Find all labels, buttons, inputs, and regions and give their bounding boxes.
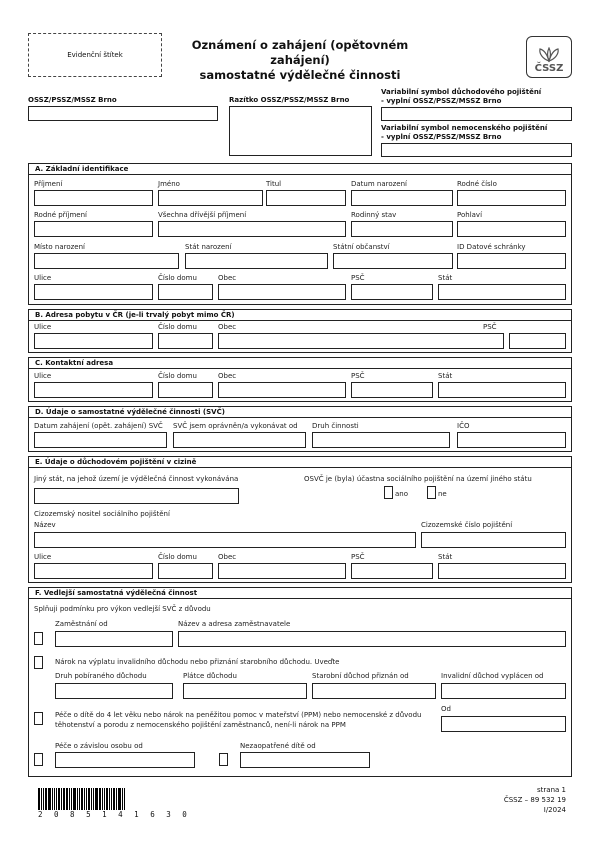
cizozemske-cislo-label: Cizozemské číslo pojištění (421, 521, 513, 529)
titul-field[interactable] (266, 190, 346, 206)
osvc-ucastna-label: OSVČ je (byla) účastna sociálního pojištění na území jiného státu (304, 475, 532, 483)
c-cislo-domu-label: Číslo domu (158, 372, 197, 380)
barcode-bar (113, 788, 115, 810)
barcode-bar (79, 788, 80, 810)
zavisla-osoba-field[interactable] (55, 752, 195, 768)
datum-zahajeni-label: Datum zahájení (opět. zahájení) SVČ (34, 422, 163, 430)
e-psc-label: PSČ (351, 553, 365, 561)
section-c-title: C. Kontaktní adresa (29, 358, 571, 369)
druh-cinnosti-label: Druh činnosti (312, 422, 359, 430)
razitko-field[interactable] (229, 106, 372, 156)
opravnen-od-field[interactable] (173, 432, 306, 448)
druh-duchodu-label: Druh pobíraného důchodu (55, 672, 147, 680)
barcode-bar (48, 788, 51, 810)
ne-label: ne (438, 490, 447, 498)
form-version: I/2024 (543, 806, 566, 814)
nazev-nositele-field[interactable] (34, 532, 416, 548)
pece-od-field[interactable] (441, 716, 566, 732)
c-stat-field[interactable] (438, 382, 566, 398)
ne-checkbox[interactable] (427, 486, 436, 499)
rodne-prijmeni-label: Rodné příjmení (34, 211, 87, 219)
title-line-2: samostatné výdělečné činnosti (199, 68, 401, 82)
barcode-bar (106, 788, 108, 810)
a-cislo-domu-label: Číslo domu (158, 274, 197, 282)
jmeno-field[interactable] (158, 190, 263, 206)
starobni-field[interactable] (312, 683, 436, 699)
nezaopatrene-checkbox[interactable] (219, 753, 228, 766)
barcode-bar (56, 788, 57, 810)
pece-dite-label-2: těhotenství a porodu z nemocenského pojištění zaměstnanců, není-li nárok na PPM (55, 721, 346, 729)
rodne-cislo-label: Rodné číslo (457, 180, 497, 188)
nositel-label: Cizozemský nositel sociálního pojištění (34, 510, 170, 518)
e-psc-field[interactable] (351, 563, 433, 579)
jmeno-label: Jméno (158, 180, 180, 188)
a-stat-field[interactable] (438, 284, 566, 300)
barcode-bar (69, 788, 70, 810)
c-ulice-field[interactable] (34, 382, 153, 398)
pohlavi-label: Pohlaví (457, 211, 483, 219)
ico-label: IČO (457, 422, 470, 430)
a-obec-label: Obec (218, 274, 237, 282)
b-cislo-domu-label: Číslo domu (158, 323, 197, 331)
narok-label: Nárok na výplatu invalidního důchodu nebo přiznání starobního důchodu. Uveďte (55, 658, 340, 666)
barcode-number: 2 0 8 5 1 4 1 6 3 0 (38, 810, 191, 819)
c-ulice-label: Ulice (34, 372, 52, 380)
vs-nemoc-note: - vyplní OSSZ/PSSZ/MSSZ Brno (381, 133, 502, 141)
logo-text: ČSSZ (534, 63, 564, 74)
zamestnani-checkbox[interactable] (34, 632, 43, 645)
barcode-bar (81, 788, 83, 810)
barcode-bar (71, 788, 72, 810)
pece-od-label: Od (441, 705, 451, 713)
misto-narozeni-label: Místo narození (34, 243, 85, 251)
b-psc-field[interactable] (509, 333, 566, 349)
statni-obcanstvi-field[interactable] (333, 253, 453, 269)
c-psc-field[interactable] (351, 382, 433, 398)
vs-nemoc-label: Variabilní symbol nemocenského pojištění (381, 124, 548, 132)
nazev-nositele-label: Název (34, 521, 56, 529)
ossz-field[interactable] (28, 106, 218, 121)
barcode-bar (43, 788, 44, 810)
barcode-bar (116, 788, 117, 810)
narok-checkbox[interactable] (34, 656, 43, 669)
drivejsi-prijmeni-label: Všechna dřívější příjmení (158, 211, 247, 219)
e-obec-field[interactable] (218, 563, 346, 579)
evidencni-stitek (28, 33, 162, 77)
barcode-bar (91, 788, 92, 810)
vs-duchod-note: - vyplní OSSZ/PSSZ/MSSZ Brno (381, 97, 502, 105)
stat-narozeni-field[interactable] (185, 253, 328, 269)
cssz-logo (526, 36, 572, 78)
b-ulice-label: Ulice (34, 323, 52, 331)
title-line-1: Oznámení o zahájení (opětovném zahájení) (191, 38, 409, 67)
barcode-bar (41, 788, 42, 810)
barcode-bar (54, 788, 55, 810)
ossz-label: OSSZ/PSSZ/MSSZ Brno (28, 96, 117, 104)
pece-dite-label-1: Péče o dítě do 4 let věku nebo nárok na peněžitou pomoc v mateřství (PPM) nebo nemocenské z důvodu (55, 711, 422, 719)
datum-zahajeni-field[interactable] (34, 432, 167, 448)
a-psc-label: PSČ (351, 274, 365, 282)
ano-checkbox[interactable] (384, 486, 393, 499)
barcode-bar (124, 788, 125, 810)
barcode-bar (63, 788, 65, 810)
barcode-bar (61, 788, 62, 810)
zavisla-osoba-checkbox[interactable] (34, 753, 43, 766)
e-cislo-domu-field[interactable] (158, 563, 213, 579)
page-number: strana 1 (537, 786, 566, 794)
b-ulice-field[interactable] (34, 333, 153, 349)
titul-label: Titul (266, 180, 282, 188)
section-b-title: B. Adresa pobytu v ČR (je-li trvalý pobyt mimo ČR) (29, 310, 571, 321)
c-obec-label: Obec (218, 372, 237, 380)
barcode-bar (38, 788, 40, 810)
vs-duchod-label: Variabilní symbol důchodového pojištění (381, 88, 542, 96)
barcode-bar (73, 788, 76, 810)
prijmeni-label: Příjmení (34, 180, 63, 188)
statni-obcanstvi-label: Státní občanství (333, 243, 390, 251)
a-stat-label: Stát (438, 274, 453, 282)
page-title (162, 38, 438, 83)
pece-dite-checkbox[interactable] (34, 712, 43, 725)
e-obec-label: Obec (218, 553, 237, 561)
a-obec-field[interactable] (218, 284, 346, 300)
section-d-title: D. Údaje o samostatné výdělečné činnosti (SVČ) (29, 407, 571, 418)
c-stat-label: Stát (438, 372, 453, 380)
datum-narozeni-label: Datum narození (351, 180, 407, 188)
footer-info (480, 785, 566, 815)
barcode-bar (104, 788, 105, 810)
e-ulice-field[interactable] (34, 563, 153, 579)
vs-nemoc-field[interactable] (381, 143, 572, 157)
section-f-title: F. Vedlejší samostatná výdělečná činnost (29, 588, 571, 599)
e-stat-field[interactable] (438, 563, 566, 579)
e-cislo-domu-label: Číslo domu (158, 553, 197, 561)
cizozemske-cislo-field[interactable] (421, 532, 566, 548)
e-stat-label: Stát (438, 553, 453, 561)
stat-narozeni-label: Stát narození (185, 243, 232, 251)
b-psc-label: PSČ (483, 323, 497, 331)
barcode-bar (84, 788, 85, 810)
druh-duchodu-field[interactable] (55, 683, 173, 699)
datum-narozeni-field[interactable] (351, 190, 453, 206)
barcode-bar (118, 788, 121, 810)
form-code: ČSSZ – 89 532 19 (503, 796, 566, 804)
barcode-bar (111, 788, 112, 810)
a-ulice-field[interactable] (34, 284, 153, 300)
razitko-label: Razítko OSSZ/PSSZ/MSSZ Brno (229, 96, 350, 104)
drivejsi-prijmeni-field[interactable] (158, 221, 346, 237)
platce-field[interactable] (183, 683, 307, 699)
zamestnavatel-label: Název a adresa zaměstnavatele (178, 620, 291, 628)
rodinny-stav-field[interactable] (351, 221, 453, 237)
platce-label: Plátce důchodu (183, 672, 237, 680)
leaf-logo-icon (537, 47, 561, 63)
c-psc-label: PSČ (351, 372, 365, 380)
nezaopatrene-label: Nezaopatřené dítě od (240, 742, 316, 750)
barcode (38, 788, 130, 810)
rodne-cislo-field[interactable] (457, 190, 566, 206)
section-e-title: E. Údaje o důchodovém pojištění v cizině (29, 457, 571, 468)
b-cislo-domu-field[interactable] (158, 333, 213, 349)
jiny-stat-label: Jiný stát, na jehož území je výdělečná činnost vykonávána (34, 475, 239, 483)
a-ulice-label: Ulice (34, 274, 52, 282)
vs-duchod-field[interactable] (381, 107, 572, 121)
barcode-bar (122, 788, 123, 810)
barcode-bar (58, 788, 60, 810)
barcode-bar (86, 788, 87, 810)
zamestnani-od-field[interactable] (55, 631, 173, 647)
rodinny-stav-label: Rodinný stav (351, 211, 397, 219)
invalidni-label: Invalidní důchod vyplácen od (441, 672, 544, 680)
datova-schranka-label: ID Datové schránky (457, 243, 526, 251)
podminka-label: Splňuji podmínku pro výkon vedlejší SVČ z důvodu (34, 605, 211, 613)
zamestnani-od-label: Zaměstnání od (55, 620, 108, 628)
barcode-bar (52, 788, 53, 810)
barcode-bar (109, 788, 110, 810)
zavisla-osoba-label: Péče o závislou osobu od (55, 742, 143, 750)
b-obec-field[interactable] (218, 333, 504, 349)
datova-schranka-field[interactable] (457, 253, 566, 269)
barcode-bar (99, 788, 101, 810)
a-cislo-domu-field[interactable] (158, 284, 213, 300)
barcode-bar (95, 788, 98, 810)
prijmeni-field[interactable] (34, 190, 153, 206)
barcode-bar (88, 788, 90, 810)
stitek-label: Evidenční štítek (67, 51, 123, 59)
druh-cinnosti-field[interactable] (312, 432, 450, 448)
c-cislo-domu-field[interactable] (158, 382, 213, 398)
jiny-stat-field[interactable] (34, 488, 239, 504)
pohlavi-field[interactable] (457, 221, 566, 237)
barcode-bar (77, 788, 78, 810)
e-ulice-label: Ulice (34, 553, 52, 561)
rodne-prijmeni-field[interactable] (34, 221, 153, 237)
ano-label: ano (395, 490, 409, 498)
b-obec-label: Obec (218, 323, 237, 331)
nezaopatrene-field[interactable] (240, 752, 370, 768)
barcode-bar (45, 788, 47, 810)
barcode-bar (66, 788, 68, 810)
a-psc-field[interactable] (351, 284, 433, 300)
misto-narozeni-field[interactable] (34, 253, 179, 269)
zamestnavatel-field[interactable] (178, 631, 566, 647)
starobni-label: Starobní důchod přiznán od (312, 672, 409, 680)
barcode-bar (93, 788, 94, 810)
section-a-title: A. Základní identifikace (29, 164, 571, 175)
ico-field[interactable] (457, 432, 566, 448)
opravnen-od-label: SVČ jsem oprávněn/a vykonávat od (173, 422, 298, 430)
invalidni-field[interactable] (441, 683, 566, 699)
c-obec-field[interactable] (218, 382, 346, 398)
barcode-bar (102, 788, 103, 810)
